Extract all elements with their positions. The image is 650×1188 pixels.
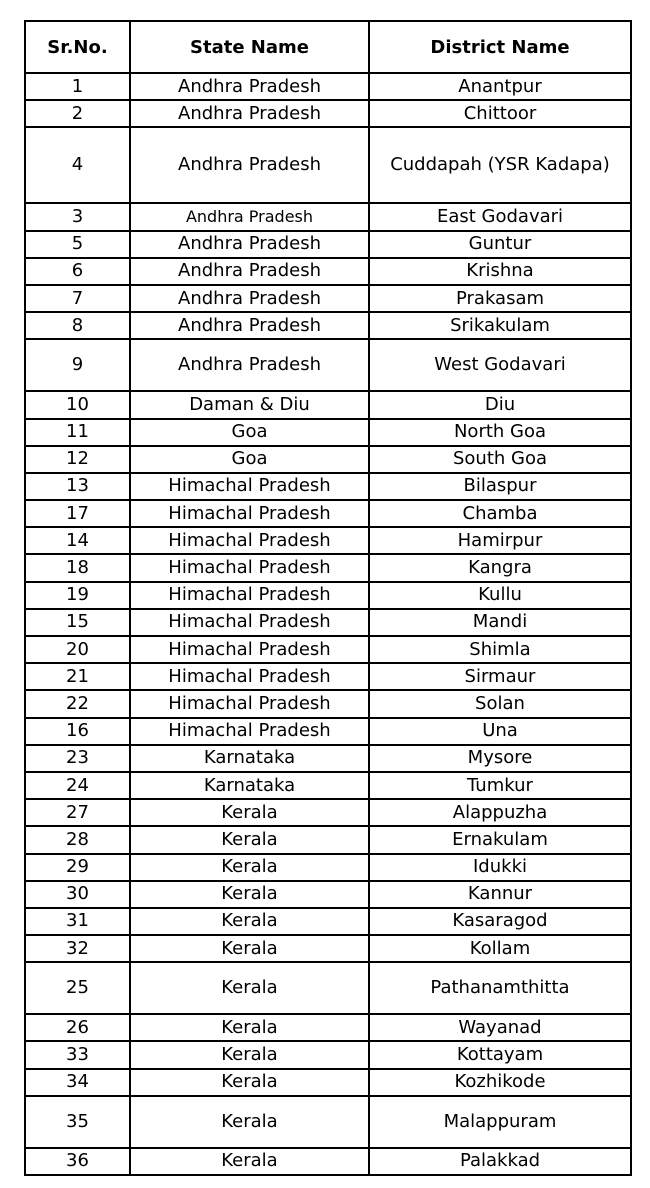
cell-sr-no: 8 <box>25 312 130 339</box>
cell-sr-no: 29 <box>25 854 130 881</box>
cell-district-name: Shimla <box>369 636 631 663</box>
table-row <box>25 935 631 962</box>
table-row <box>25 1041 631 1068</box>
cell-district-name: Chittoor <box>369 100 631 127</box>
cell-sr-no: 18 <box>25 554 130 581</box>
cell-state-name: Himachal Pradesh <box>130 527 369 554</box>
cell-state-name: Himachal Pradesh <box>130 663 369 690</box>
table-row <box>25 203 631 230</box>
table-row <box>25 636 631 663</box>
table-row <box>25 772 631 799</box>
cell-sr-no: 21 <box>25 663 130 690</box>
cell-district-name: Alappuzha <box>369 799 631 826</box>
cell-state-name: Karnataka <box>130 772 369 799</box>
cell-state-name: Daman & Diu <box>130 391 369 418</box>
cell-sr-no: 4 <box>25 127 130 203</box>
header-state-name: State Name <box>130 21 369 73</box>
cell-state-name: Kerala <box>130 1041 369 1068</box>
cell-district-name: Mandi <box>369 609 631 636</box>
cell-sr-no: 27 <box>25 799 130 826</box>
table-row <box>25 127 631 203</box>
header-district-name: District Name <box>369 21 631 73</box>
table-row <box>25 100 631 127</box>
cell-state-name: Goa <box>130 419 369 446</box>
table-row <box>25 1148 631 1175</box>
cell-state-name: Andhra Pradesh <box>130 312 369 339</box>
cell-sr-no: 10 <box>25 391 130 418</box>
cell-state-name: Andhra Pradesh <box>130 203 369 230</box>
cell-sr-no: 7 <box>25 285 130 312</box>
table-row <box>25 690 631 717</box>
cell-district-name: Mysore <box>369 745 631 772</box>
cell-district-name: Solan <box>369 690 631 717</box>
cell-sr-no: 15 <box>25 609 130 636</box>
cell-district-name: Guntur <box>369 231 631 258</box>
cell-district-name: Kollam <box>369 935 631 962</box>
table-row <box>25 881 631 908</box>
cell-sr-no: 14 <box>25 527 130 554</box>
cell-sr-no: 28 <box>25 826 130 853</box>
table-row <box>25 73 631 100</box>
table-row <box>25 419 631 446</box>
cell-sr-no: 13 <box>25 473 130 500</box>
cell-sr-no: 3 <box>25 203 130 230</box>
cell-state-name: Kerala <box>130 1014 369 1041</box>
cell-state-name: Himachal Pradesh <box>130 473 369 500</box>
cell-state-name: Andhra Pradesh <box>130 339 369 391</box>
cell-state-name: Kerala <box>130 826 369 853</box>
cell-sr-no: 2 <box>25 100 130 127</box>
cell-state-name: Himachal Pradesh <box>130 718 369 745</box>
cell-district-name: Kullu <box>369 582 631 609</box>
cell-sr-no: 9 <box>25 339 130 391</box>
cell-sr-no: 34 <box>25 1069 130 1096</box>
cell-district-name: Bilaspur <box>369 473 631 500</box>
table-row <box>25 500 631 527</box>
cell-sr-no: 31 <box>25 908 130 935</box>
cell-district-name: West Godavari <box>369 339 631 391</box>
cell-district-name: Kannur <box>369 881 631 908</box>
cell-sr-no: 30 <box>25 881 130 908</box>
cell-state-name: Andhra Pradesh <box>130 285 369 312</box>
cell-sr-no: 19 <box>25 582 130 609</box>
cell-sr-no: 33 <box>25 1041 130 1068</box>
table-body <box>25 73 631 1175</box>
cell-district-name: Ernakulam <box>369 826 631 853</box>
cell-district-name: Palakkad <box>369 1148 631 1175</box>
table-row <box>25 745 631 772</box>
table-row <box>25 554 631 581</box>
table-row <box>25 391 631 418</box>
cell-district-name: Sirmaur <box>369 663 631 690</box>
cell-state-name: Kerala <box>130 1069 369 1096</box>
table-row <box>25 339 631 391</box>
cell-district-name: Diu <box>369 391 631 418</box>
table-row <box>25 1096 631 1148</box>
table-row <box>25 231 631 258</box>
cell-state-name: Kerala <box>130 1096 369 1148</box>
cell-sr-no: 16 <box>25 718 130 745</box>
cell-state-name: Andhra Pradesh <box>130 258 369 285</box>
cell-district-name: Chamba <box>369 500 631 527</box>
cell-sr-no: 26 <box>25 1014 130 1041</box>
cell-state-name: Himachal Pradesh <box>130 500 369 527</box>
cell-district-name: Una <box>369 718 631 745</box>
cell-state-name: Kerala <box>130 908 369 935</box>
table-row <box>25 1014 631 1041</box>
cell-district-name: Kasaragod <box>369 908 631 935</box>
table-row <box>25 826 631 853</box>
cell-district-name: Hamirpur <box>369 527 631 554</box>
cell-state-name: Himachal Pradesh <box>130 690 369 717</box>
cell-district-name: Pathanamthitta <box>369 962 631 1014</box>
cell-sr-no: 22 <box>25 690 130 717</box>
cell-sr-no: 11 <box>25 419 130 446</box>
cell-state-name: Himachal Pradesh <box>130 609 369 636</box>
header-row <box>25 21 631 73</box>
cell-state-name: Andhra Pradesh <box>130 127 369 203</box>
cell-state-name: Kerala <box>130 854 369 881</box>
district-table <box>24 20 632 1176</box>
cell-district-name: Wayanad <box>369 1014 631 1041</box>
cell-sr-no: 32 <box>25 935 130 962</box>
cell-state-name: Kerala <box>130 799 369 826</box>
cell-sr-no: 35 <box>25 1096 130 1148</box>
cell-sr-no: 1 <box>25 73 130 100</box>
cell-state-name: Himachal Pradesh <box>130 582 369 609</box>
cell-district-name: Anantpur <box>369 73 631 100</box>
cell-sr-no: 5 <box>25 231 130 258</box>
cell-district-name: Idukki <box>369 854 631 881</box>
table-row <box>25 473 631 500</box>
table-row <box>25 908 631 935</box>
table-row <box>25 1069 631 1096</box>
cell-sr-no: 6 <box>25 258 130 285</box>
cell-state-name: Andhra Pradesh <box>130 73 369 100</box>
cell-sr-no: 20 <box>25 636 130 663</box>
cell-state-name: Himachal Pradesh <box>130 554 369 581</box>
cell-district-name: North Goa <box>369 419 631 446</box>
cell-district-name: Cuddapah (YSR Kadapa) <box>369 127 631 203</box>
cell-state-name: Kerala <box>130 935 369 962</box>
cell-state-name: Kerala <box>130 1148 369 1175</box>
cell-district-name: Malappuram <box>369 1096 631 1148</box>
cell-sr-no: 36 <box>25 1148 130 1175</box>
cell-district-name: Kangra <box>369 554 631 581</box>
table-row <box>25 962 631 1014</box>
cell-district-name: East Godavari <box>369 203 631 230</box>
cell-state-name: Andhra Pradesh <box>130 231 369 258</box>
cell-state-name: Goa <box>130 446 369 473</box>
cell-district-name: Kozhikode <box>369 1069 631 1096</box>
cell-sr-no: 12 <box>25 446 130 473</box>
cell-state-name: Andhra Pradesh <box>130 100 369 127</box>
cell-sr-no: 23 <box>25 745 130 772</box>
table-row <box>25 285 631 312</box>
table-row <box>25 799 631 826</box>
table-header <box>25 21 631 73</box>
table-row <box>25 258 631 285</box>
cell-state-name: Kerala <box>130 881 369 908</box>
table-row <box>25 718 631 745</box>
header-sr-no: Sr.No. <box>25 21 130 73</box>
cell-district-name: Prakasam <box>369 285 631 312</box>
cell-district-name: Tumkur <box>369 772 631 799</box>
table-row <box>25 446 631 473</box>
table-row <box>25 312 631 339</box>
table-row <box>25 582 631 609</box>
cell-sr-no: 24 <box>25 772 130 799</box>
cell-sr-no: 25 <box>25 962 130 1014</box>
cell-district-name: South Goa <box>369 446 631 473</box>
table-row <box>25 854 631 881</box>
table-row <box>25 609 631 636</box>
table-row <box>25 663 631 690</box>
table-row <box>25 527 631 554</box>
cell-state-name: Kerala <box>130 962 369 1014</box>
cell-district-name: Krishna <box>369 258 631 285</box>
cell-district-name: Srikakulam <box>369 312 631 339</box>
cell-district-name: Kottayam <box>369 1041 631 1068</box>
cell-state-name: Himachal Pradesh <box>130 636 369 663</box>
cell-sr-no: 17 <box>25 500 130 527</box>
cell-state-name: Karnataka <box>130 745 369 772</box>
